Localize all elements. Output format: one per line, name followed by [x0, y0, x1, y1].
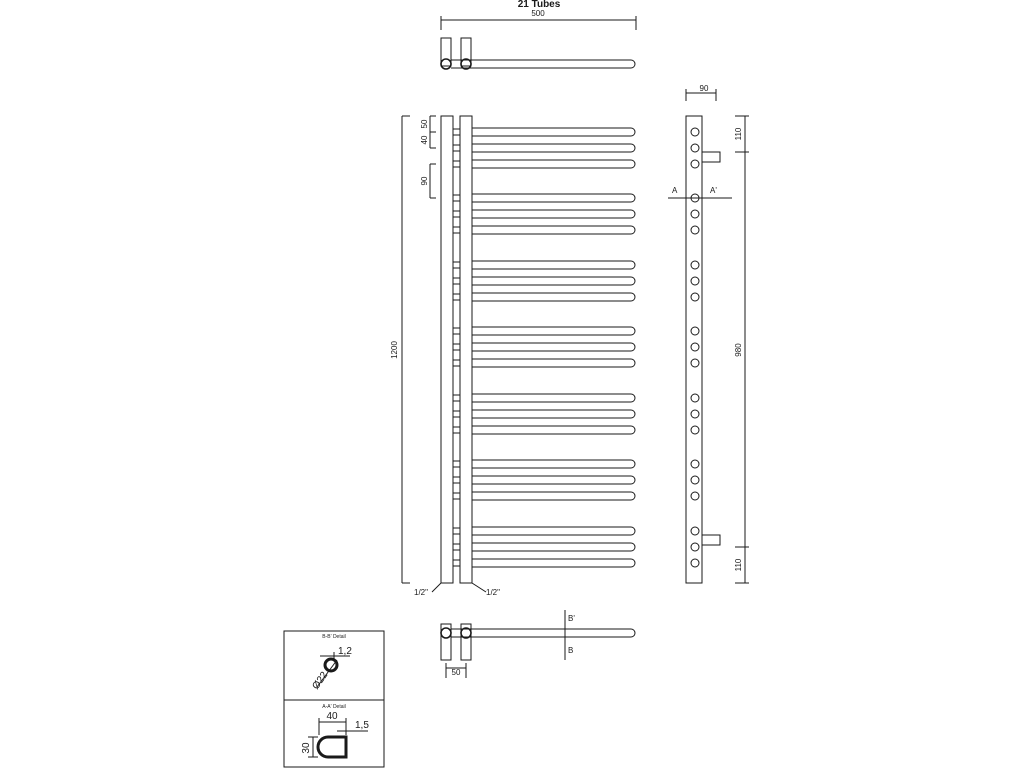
tube-section: [691, 426, 699, 434]
tube-section: [691, 261, 699, 269]
tube: [472, 144, 635, 152]
tube-joint: [453, 294, 460, 300]
aa-width-label: 40: [326, 711, 338, 722]
tube-joint: [453, 560, 460, 566]
tube: [472, 194, 635, 202]
drawing-title: 21 Tubes: [517, 0, 561, 10]
section-a-prime-label: A': [710, 186, 717, 195]
width-dimension: 500: [531, 9, 545, 18]
port-labels: [414, 583, 500, 597]
group-gap-label: 90: [420, 176, 429, 186]
centres-label: 980: [734, 343, 743, 357]
section-b-label: B: [568, 646, 574, 655]
tube: [472, 559, 635, 567]
tube-section: [691, 343, 699, 351]
tube: [472, 210, 635, 218]
tube-joint: [453, 427, 460, 433]
tube-joint: [453, 129, 460, 135]
port-left-label: 1/2": [414, 588, 428, 597]
tube-section: [691, 359, 699, 367]
tube-joint: [453, 145, 460, 151]
top-view: [441, 9, 636, 69]
tube-section: [691, 543, 699, 551]
tube-section: [691, 394, 699, 402]
tube: [472, 343, 635, 351]
aa-detail: [301, 704, 369, 757]
tube-section: [691, 460, 699, 468]
tube-joint: [453, 211, 460, 217]
tube-section: [691, 277, 699, 285]
tube: [472, 226, 635, 234]
tube-section: [691, 210, 699, 218]
tube-section: [691, 160, 699, 168]
connection-top-label: 110: [734, 127, 743, 141]
tube: [472, 128, 635, 136]
height-dimension: [390, 116, 410, 583]
tube-joint: [453, 161, 460, 167]
aa-wall-label: 1,5: [355, 720, 369, 731]
tube: [472, 426, 635, 434]
top-offset-label: 50: [420, 119, 429, 129]
tube: [472, 359, 635, 367]
tube-section: [691, 476, 699, 484]
tube-section: [691, 527, 699, 535]
tube-joint: [453, 461, 460, 467]
tube-joint: [453, 411, 460, 417]
tube-joint: [453, 344, 460, 350]
tube-joint: [453, 227, 460, 233]
tube-joint: [453, 477, 460, 483]
section-b-prime-label: B': [568, 614, 575, 623]
detail-box: [284, 631, 384, 767]
tube: [472, 460, 635, 468]
tube-joint: [453, 360, 460, 366]
tube-joint: [453, 395, 460, 401]
bb-diameter-label: Ø22: [310, 669, 331, 692]
front-view: [441, 116, 635, 583]
tube: [472, 327, 635, 335]
tube-joint: [453, 195, 460, 201]
tube-section: [691, 226, 699, 234]
tube: [472, 293, 635, 301]
tube: [472, 543, 635, 551]
bar-spacing-label: 40: [420, 135, 429, 145]
tube: [472, 527, 635, 535]
tube: [472, 410, 635, 418]
tube: [472, 277, 635, 285]
tube-joint: [453, 278, 460, 284]
tube: [472, 476, 635, 484]
tube-section: [691, 559, 699, 567]
side-depth-label: 90: [699, 84, 709, 93]
tube-joint: [453, 544, 460, 550]
aa-detail-title: A-A' Detail: [322, 704, 346, 710]
tube-section: [691, 128, 699, 136]
tube-joint: [453, 528, 460, 534]
tube-joint: [453, 328, 460, 334]
aa-height-label: 30: [301, 742, 312, 754]
connection-bottom-label: 110: [734, 558, 743, 572]
side-view: [668, 84, 749, 583]
spacing-dimensions: [420, 116, 436, 198]
tube-joint: [453, 262, 460, 268]
tube: [472, 394, 635, 402]
tube-section: [691, 410, 699, 418]
tube: [472, 160, 635, 168]
port-right-label: 1/2": [486, 588, 500, 597]
tube-section: [691, 327, 699, 335]
bb-detail: [310, 634, 352, 692]
tube: [472, 261, 635, 269]
bb-wall-label: 1,2: [338, 646, 352, 657]
section-a-label: A: [672, 186, 678, 195]
tube: [472, 492, 635, 500]
bottom-view: [441, 610, 635, 678]
height-label: 1200: [390, 341, 399, 359]
bottom-offset-label: 50: [451, 668, 461, 677]
tube-joint: [453, 493, 460, 499]
tube-section: [691, 293, 699, 301]
bb-detail-title: B-B' Detail: [322, 634, 346, 640]
tube-section: [691, 144, 699, 152]
tube-section: [691, 492, 699, 500]
